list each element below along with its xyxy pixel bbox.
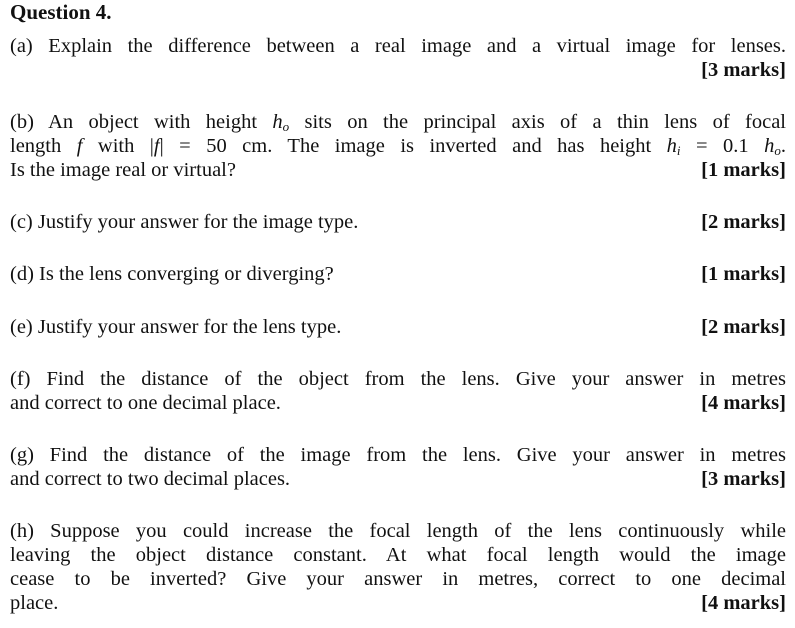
- part-h-line-3: cease to be inverted? Give your answer in metres, correct to one decimal: [10, 568, 786, 590]
- part-b-marks: [1 marks]: [701, 159, 786, 181]
- part-f-marks: [4 marks]: [701, 392, 786, 414]
- part-g: [10, 443, 786, 491]
- part-d-marks: [1 marks]: [701, 263, 786, 285]
- question-title: Question 4.: [10, 0, 112, 24]
- part-g-line-2: and correct to two decimal places.: [10, 468, 291, 490]
- part-b-line-1: (b) An object with height $h_o$ sits on the principal axis of a thin lens of focal: [10, 111, 786, 134]
- part-b-line-3: Is the image real or virtual? [1 marks]: [10, 159, 786, 181]
- part-a: [10, 34, 786, 82]
- part-c-marks: [2 marks]: [701, 211, 786, 233]
- part-h: [10, 519, 786, 615]
- part-c-text: (c) Justify your answer for the image type.: [10, 211, 359, 233]
- part-c: [10, 210, 786, 234]
- part-h-line-4: place.: [10, 592, 59, 614]
- part-e-marks: [2 marks]: [701, 316, 786, 338]
- part-f-line-2: and correct to one decimal place.: [10, 392, 281, 414]
- part-h-line-2: leaving the object distance constant. At what focal length would the image: [10, 544, 786, 566]
- part-a-text: (a) Explain the difference between a real image and a virtual image for lenses.: [10, 35, 786, 57]
- part-b-line-2: length f with |f| = 50 cm. The image is inverted and has height $h_i = 0.1$ $h_o$.: [10, 135, 786, 158]
- part-b: [10, 110, 786, 182]
- part-f: [10, 367, 786, 415]
- part-g-marks: [3 marks]: [701, 468, 786, 490]
- part-e: [10, 315, 786, 339]
- part-g-line-1: (g) Find the distance of the image from the lens. Give your answer in metres: [10, 444, 786, 466]
- part-a-marks: [3 marks]: [701, 59, 786, 81]
- part-e-text: (e) Justify your answer for the lens type.: [10, 316, 342, 338]
- part-f-line-1: (f) Find the distance of the object from the lens. Give your answer in metres: [10, 368, 786, 390]
- part-h-line-1: (h) Suppose you could increase the focal length of the lens continuously while: [10, 520, 786, 542]
- part-h-marks: [4 marks]: [701, 592, 786, 614]
- part-d: [10, 262, 786, 286]
- part-d-text: (d) Is the lens converging or diverging?: [10, 263, 334, 285]
